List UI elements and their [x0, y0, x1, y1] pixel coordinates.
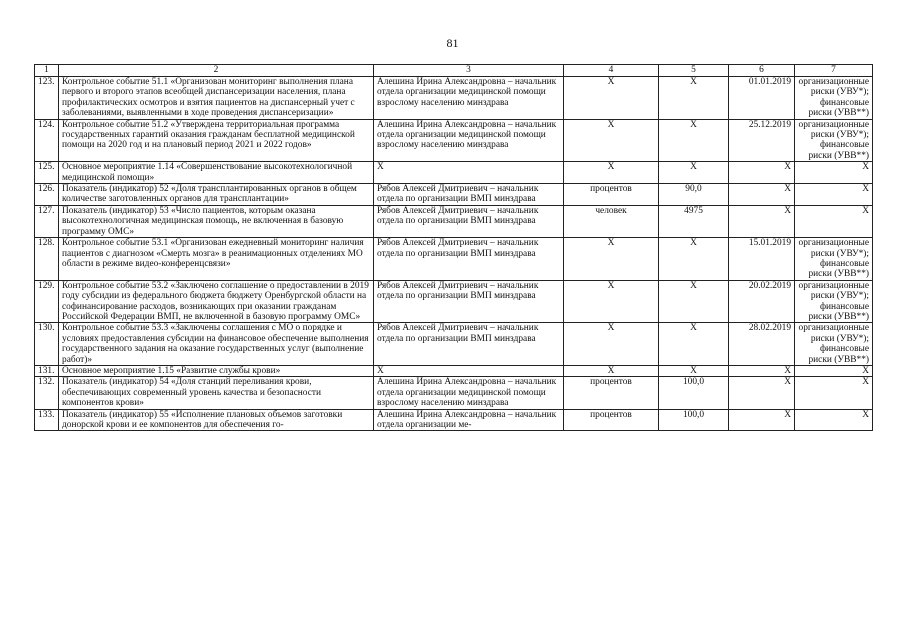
responsible-cell: Рябов Алексей Дмитриевич – начальник отдела по организации ВМП минздрава — [374, 205, 564, 237]
plan-table — [34, 64, 873, 431]
risk-cell: Х — [795, 162, 873, 184]
risk-cell: Х — [795, 365, 873, 376]
value-cell: Х — [659, 162, 729, 184]
table-row — [35, 162, 873, 184]
unit-cell: Х — [564, 365, 659, 376]
responsible-cell: Х — [374, 365, 564, 376]
responsible-cell: Алешина Ирина Александровна – начальник отдела организации медицинской помощи взрослому населению минздрава — [374, 377, 564, 409]
risk-cell: Х — [795, 377, 873, 409]
responsible-cell: Алешина Ирина Александровна – начальник отдела организации медицинской помощи взрослому населению минздрава — [374, 119, 564, 162]
risk-cell: организационные риски (УВУ*); финансовые риски (УВВ**) — [795, 77, 873, 120]
column-number-row — [35, 65, 873, 77]
description-cell: Показатель (индикатор) 55 «Исполнение плановых объемов заготовки донорской крови и ее компонентов для обеспечения го- — [59, 409, 374, 431]
value-cell: Х — [659, 323, 729, 366]
description-cell: Контрольное событие 51.1 «Организован мониторинг выполнения плана первого и второго этапов всеобщей диспансеризации населения, плана профилактических осмотров и взятия пациентов на диспансерный учет с заболеваниями, выявленными в ходе проведения диспансеризации» — [59, 77, 374, 120]
row-number-cell: 131. — [35, 365, 59, 376]
unit-cell: процентов — [564, 409, 659, 431]
unit-cell: процентов — [564, 184, 659, 206]
row-number-cell: 123. — [35, 77, 59, 120]
unit-cell: процентов — [564, 377, 659, 409]
date-cell: Х — [729, 205, 795, 237]
description-cell: Основное мероприятие 1.15 «Развитие службы крови» — [59, 365, 374, 376]
unit-cell: Х — [564, 280, 659, 323]
risk-cell: Х — [795, 205, 873, 237]
date-cell: 01.01.2019 — [729, 77, 795, 120]
column-header: 5 — [659, 65, 729, 77]
responsible-cell: Рябов Алексей Дмитриевич – начальник отдела по организации ВМП минздрава — [374, 280, 564, 323]
unit-cell: Х — [564, 119, 659, 162]
table-row — [35, 280, 873, 323]
table-row — [35, 323, 873, 366]
column-header: 2 — [59, 65, 374, 77]
value-cell: 90,0 — [659, 184, 729, 206]
date-cell: 25.12.2019 — [729, 119, 795, 162]
row-number-cell: 132. — [35, 377, 59, 409]
responsible-cell: Рябов Алексей Дмитриевич – начальник отдела по организации ВМП минздрава — [374, 184, 564, 206]
column-header: 4 — [564, 65, 659, 77]
date-cell: Х — [729, 409, 795, 431]
value-cell: Х — [659, 280, 729, 323]
date-cell: Х — [729, 365, 795, 376]
table-row — [35, 119, 873, 162]
value-cell: Х — [659, 119, 729, 162]
row-number-cell: 124. — [35, 119, 59, 162]
unit-cell: человек — [564, 205, 659, 237]
date-cell: 20.02.2019 — [729, 280, 795, 323]
table-row — [35, 409, 873, 431]
risk-cell: организационные риски (УВУ*); финансовые риски (УВВ**) — [795, 280, 873, 323]
description-cell: Основное мероприятие 1.14 «Совершенствование высокотехнологичной медицинской помощи» — [59, 162, 374, 184]
date-cell: Х — [729, 184, 795, 206]
risk-cell: Х — [795, 184, 873, 206]
row-number-cell: 128. — [35, 238, 59, 281]
responsible-cell: Алешина Ирина Александровна – начальник отдела организации медицинской помощи взрослому населению минздрава — [374, 77, 564, 120]
value-cell: Х — [659, 238, 729, 281]
responsible-cell: Рябов Алексей Дмитриевич – начальник отдела по организации ВМП минздрава — [374, 323, 564, 366]
responsible-cell: Х — [374, 162, 564, 184]
responsible-cell: Алешина Ирина Александровна – начальник отдела организации ме- — [374, 409, 564, 431]
value-cell: 4975 — [659, 205, 729, 237]
row-number-cell: 130. — [35, 323, 59, 366]
value-cell: 100,0 — [659, 409, 729, 431]
date-cell: 15.01.2019 — [729, 238, 795, 281]
column-header: 7 — [795, 65, 873, 77]
table-row — [35, 365, 873, 376]
description-cell: Контрольное событие 53.3 «Заключены соглашения с МО о порядке и условиях предоставления субсидии на финансовое обеспечение выполнения государственного задания на оказание государственных услуг (выполнение работ)» — [59, 323, 374, 366]
date-cell: 28.02.2019 — [729, 323, 795, 366]
date-cell: Х — [729, 162, 795, 184]
description-cell: Контрольное событие 53.2 «Заключено соглашение о предоставлении в 2019 году субсидии из федерального бюджета бюджету Оренбургской области на софинансирование расходов, возникающих при оказании гражданам Российской Федерации ВМП, не включенной в базовую программу ОМС» — [59, 280, 374, 323]
table-row — [35, 184, 873, 206]
column-header: 1 — [35, 65, 59, 77]
risk-cell: организационные риски (УВУ*); финансовые риски (УВВ**) — [795, 323, 873, 366]
row-number-cell: 127. — [35, 205, 59, 237]
column-header: 3 — [374, 65, 564, 77]
row-number-cell: 126. — [35, 184, 59, 206]
row-number-cell: 125. — [35, 162, 59, 184]
value-cell: 100,0 — [659, 377, 729, 409]
table-row — [35, 77, 873, 120]
risk-cell: организационные риски (УВУ*); финансовые риски (УВВ**) — [795, 238, 873, 281]
table-row — [35, 205, 873, 237]
unit-cell: Х — [564, 162, 659, 184]
table-row — [35, 238, 873, 281]
column-header: 6 — [729, 65, 795, 77]
date-cell: Х — [729, 377, 795, 409]
responsible-cell: Рябов Алексей Дмитриевич – начальник отдела по организации ВМП минздрава — [374, 238, 564, 281]
unit-cell: Х — [564, 323, 659, 366]
page-number: 81 — [446, 36, 459, 50]
unit-cell: Х — [564, 77, 659, 120]
description-cell: Контрольное событие 53.1 «Организован ежедневный мониторинг наличия пациентов с диагнозом «Смерть мозга» в реанимационных отделениях МО области в режиме видео-конференцсвязи» — [59, 238, 374, 281]
row-number-cell: 133. — [35, 409, 59, 431]
table-row — [35, 377, 873, 409]
description-cell: Показатель (индикатор) 52 «Доля трансплантированных органов в общем количестве заготовленных органов для трансплантации» — [59, 184, 374, 206]
description-cell: Показатель (индикатор) 54 «Доля станций переливания крови, обеспечивающих современный уровень качества и безопасности компонентов крови» — [59, 377, 374, 409]
row-number-cell: 129. — [35, 280, 59, 323]
value-cell: Х — [659, 365, 729, 376]
description-cell: Показатель (индикатор) 53 «Число пациентов, которым оказана высокотехнологичная медицинская помощь, не включенная в базовую программу ОМС» — [59, 205, 374, 237]
risk-cell: организационные риски (УВУ*); финансовые риски (УВВ**) — [795, 119, 873, 162]
risk-cell: Х — [795, 409, 873, 431]
description-cell: Контрольное событие 51.2 «Утверждена территориальная программа государственных гарантий оказания гражданам бесплатной медицинской помощи на 2020 год и на плановый период 2021 и 2022 годов» — [59, 119, 374, 162]
unit-cell: Х — [564, 238, 659, 281]
value-cell: Х — [659, 77, 729, 120]
